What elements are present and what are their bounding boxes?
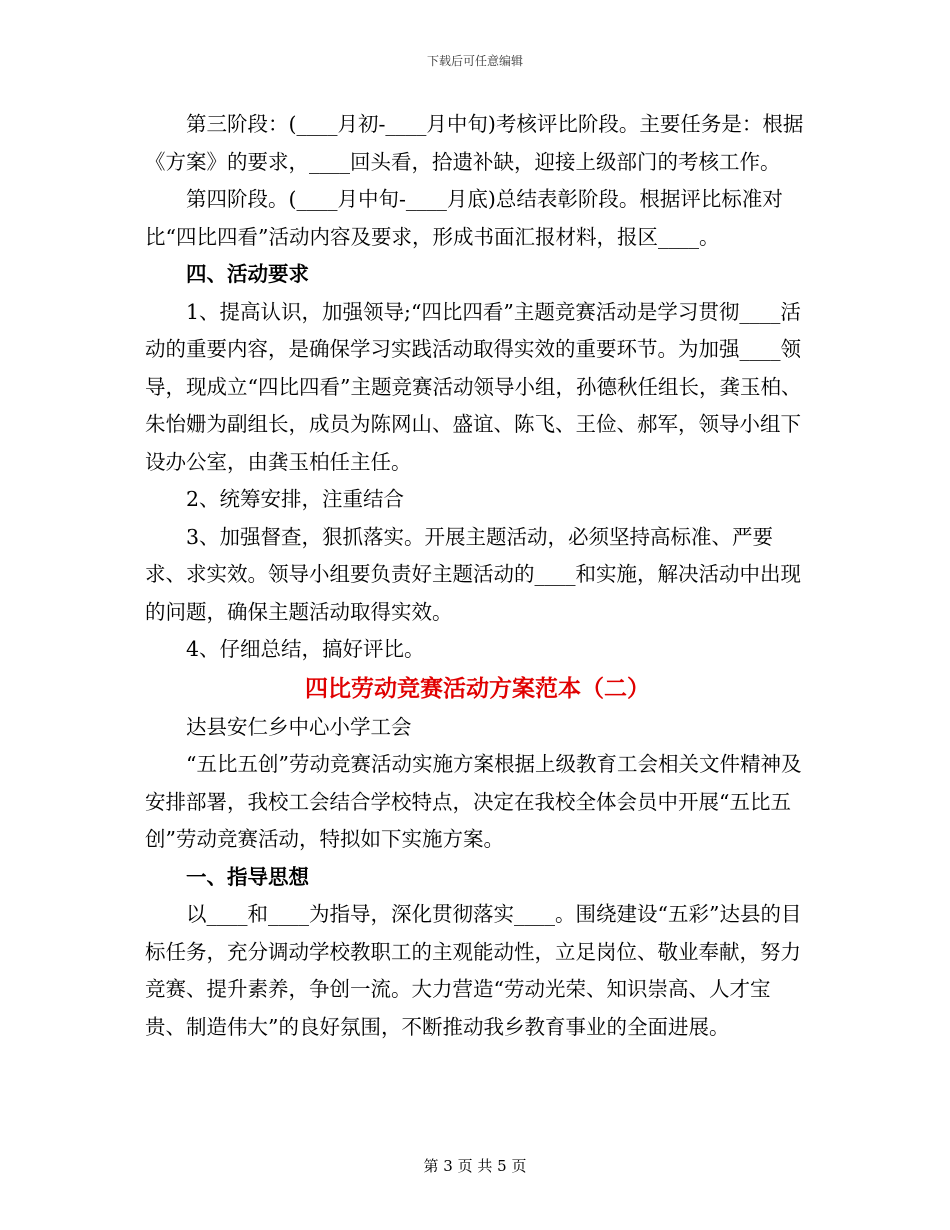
document-body	[145, 106, 810, 1046]
paragraph-requirement-3: 3、加强督查，狠抓落实。开展主题活动，必须坚持高标准、严要求、求实效。领导小组要负责好主题活动的____和实施，解决活动中出现的问题，确保主题活动取得实效。	[145, 524, 801, 624]
paragraph-organization: 达县安仁乡中心小学工会	[186, 714, 412, 739]
paragraph-stage-three: 第三阶段：(____月初-____月中旬)考核评比阶段。主要任务是：根据《方案》的要求，____回头看，拾遗补缺，迎接上级部门的考核工作。	[145, 112, 804, 174]
paragraph-requirement-2: 2、统筹安排，注重结合	[186, 487, 405, 511]
paragraph-stage-four: 第四阶段。(____月中旬-____月底)总结表彰阶段。根据评比标准对比“四比四看”活动内容及要求，形成书面汇报材料，报区____。	[145, 187, 783, 249]
paragraph-requirement-1: 1、提高认识，加强领导;“四比四看”主题竞赛活动是学习贯彻____活动的重要内容，是确保学习实践活动取得实效的重要环节。为加强____领导，现成立“四比四看”主题竞赛活动领导小组，孙德秋任组长，龚玉柏、朱怡姗为副组长，成员为陈网山、盛谊、陈飞、王俭、郝军，领导小组下设办公室，由龚玉柏任主任。	[145, 299, 802, 474]
page-number: 第 3 页 共 5 页	[423, 1157, 527, 1175]
section-heading-requirements: 四、活动要求	[186, 262, 309, 286]
document-title-two: 四比劳动竞赛活动方案范本（二）	[305, 675, 650, 702]
paragraph-requirement-4: 4、仔细总结，搞好评比。	[186, 637, 425, 661]
header-note: 下载后可任意编辑	[426, 54, 523, 68]
paragraph-guiding-ideology: 以____和____为指导，深化贯彻落实____。围绕建设“五彩”达县的目标任务，充分调动学校教职工的主观能动性，立足岗位、敬业奉献，努力竞赛、提升素养，争创一流。大力营造“劳动光荣、知识崇高、人才宝贵、制造伟大”的良好氛围，不断推动我乡教育事业的全面进展。	[145, 902, 802, 1039]
paragraph-intro: “五比五创”劳动竞赛活动实施方案根据上级教育工会相关文件精神及安排部署，我校工会结合学校特点，决定在我校全体会员中开展“五比五创”劳动竞赛活动，特拟如下实施方案。	[145, 752, 802, 851]
section-heading-guiding-ideology: 一、指导思想	[186, 864, 309, 889]
